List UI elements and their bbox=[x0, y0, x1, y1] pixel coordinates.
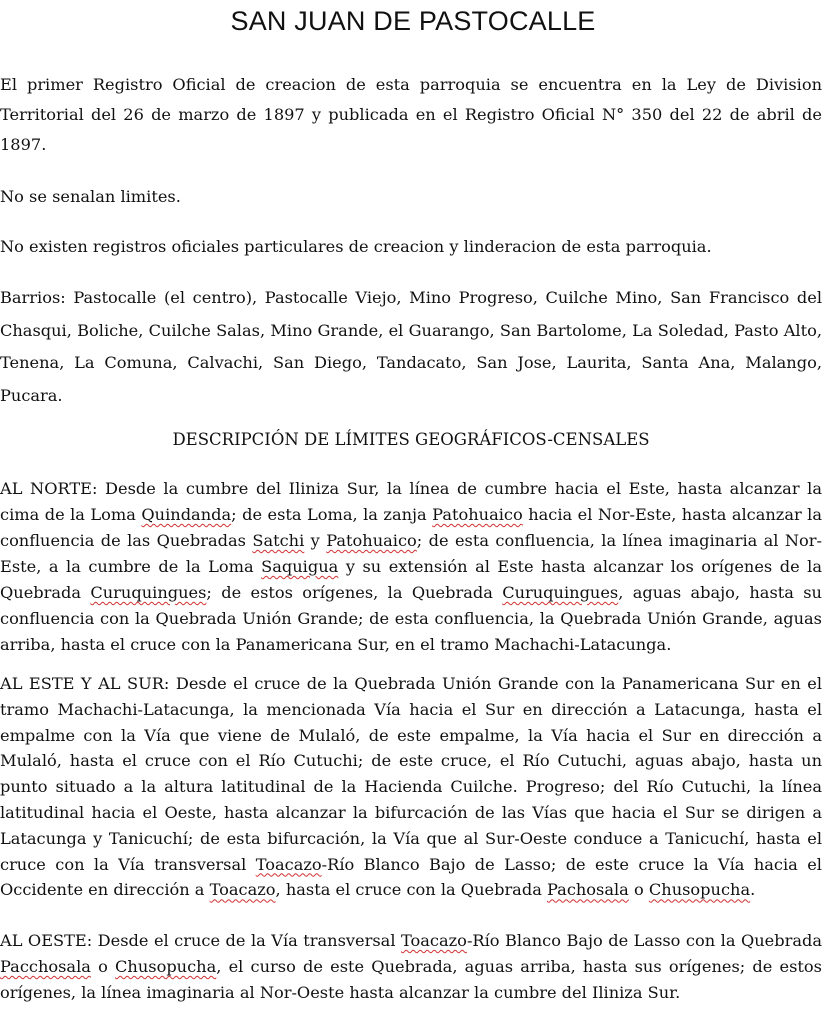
section-heading: DESCRIPCIÓN DE LÍMITES GEOGRÁFICOS-CENSALES bbox=[172, 430, 650, 449]
paragraph-barrios: Barrios: Pastocalle (el centro), Pastocalle Viejo, Mino Progreso, Cuilche Mino, San Francisco del Chasqui, Boliche, Cuilche Salas, Mino Grande, el Guarango, San Bartolome, La Soledad, Pasto Alto, Tenena, La Comuna, Calvachi, San Diego, Tandacato, San Jose, Laurita, Santa Ana, Malango, Pucara. bbox=[0, 288, 822, 405]
spellcheck-word: Quindanda bbox=[141, 505, 232, 524]
spellcheck-word: Patohuaico bbox=[326, 531, 417, 550]
spellcheck-word: Satchi bbox=[252, 531, 305, 550]
spellcheck-word: Chusopucha bbox=[648, 880, 751, 900]
text-segment: ; de estos orígenes, la Quebrada bbox=[206, 583, 503, 602]
spellcheck-word: Chusopucha bbox=[115, 957, 217, 976]
text-segment: ; de esta confluencia, la línea imaginaria al Nor-Este, a la cumbre de la Loma bbox=[0, 531, 822, 576]
text-segment: . bbox=[750, 880, 756, 900]
text-segment: AL ESTE Y AL SUR: Desde el cruce de la Quebrada Unión Grande con la Panamericana Sur en el tramo Machachi-Latacunga, la mencionada Vía hacia el Sur en dirección a Latacunga, hasta el empalme con la Vía que viene de Mulaló, de este empalme, la Vía hacia el Sur en dirección a Mulaló, hasta el cruce con el Río Cutuchi; de este cruce, el Río Cutuchi, aguas abajo, hasta un punto situado a la altura latitudinal de la Hacienda Cuilche. Progreso; del Río Cutuchi, la línea latitudinal hacia el Oeste, hasta alcanzar la bifurcación de las Vías que hacia el Sur se dirigen a Latacunga y Tanicuchí; de esta bifurcación, la Vía que al Sur-Oeste conduce a Tanicuchí, hasta el cruce con la Vía transversal bbox=[0, 674, 822, 874]
spellcheck-word: Toacazo bbox=[209, 880, 276, 900]
text-segment: , el curso de este Quebrada, aguas arriba, hasta sus orígenes; de estos orígenes, la línea imaginaria al Nor-Oeste hasta alcanzar la cumbre del Iliniza Sur. bbox=[0, 957, 822, 1002]
paragraph-west-boundary bbox=[0, 928, 822, 1006]
text-segment: , aguas abajo, hasta su confluencia con la Quebrada Unión Grande; de esta confluencia, la Quebrada Unión Grande, aguas arriba, hasta el cruce con la Panamericana Sur, en el tramo Machachi-Latacunga. bbox=[0, 583, 822, 654]
text-segment: y bbox=[304, 531, 327, 550]
text-segment: AL OESTE: Desde el cruce de la Vía transversal bbox=[0, 931, 401, 950]
spellcheck-word: Curuquingues bbox=[90, 583, 207, 602]
spellcheck-word: Toacazo bbox=[255, 854, 322, 874]
spellcheck-word: Pacchosala bbox=[0, 957, 91, 976]
document-title: SAN JUAN DE PASTOCALLE bbox=[230, 6, 596, 36]
text-segment: o bbox=[90, 957, 116, 976]
spellcheck-word: Patohuaico bbox=[432, 505, 523, 524]
paragraph-no-records: No existen registros oficiales particulares de creacion y linderacion de esta parroquia. bbox=[0, 237, 712, 256]
spellcheck-word: Saquigua bbox=[261, 557, 339, 576]
paragraph-no-limits: No se senalan limites. bbox=[0, 187, 181, 206]
spellcheck-word: Pachosala bbox=[547, 880, 629, 900]
text-segment: -Río Blanco Bajo de Lasso; de este cruce la Vía hacia el Occidente en dirección a bbox=[0, 854, 822, 900]
text-segment: y su extensión al Este hasta alcanzar los orígenes de la Quebrada bbox=[0, 557, 822, 602]
paragraph-north-boundary bbox=[0, 476, 822, 658]
spellcheck-word: Toacazo bbox=[401, 931, 467, 950]
text-segment: , hasta el cruce con la Quebrada bbox=[275, 880, 547, 900]
text-segment: -Río Blanco Bajo de Lasso con la Quebrada bbox=[466, 931, 822, 950]
spellcheck-word: Curuquingues bbox=[502, 583, 619, 602]
paragraph-creation-law: El primer Registro Oficial de creacion de esta parroquia se encuentra en la Ley de Division Territorial del 26 de marzo de 1897 y publicada en el Registro Oficial N° 350 del 22 de abril de 1897. bbox=[0, 75, 822, 154]
text-segment: hacia el Nor-Este, hasta alcanzar la confluencia de las Quebradas bbox=[0, 505, 823, 550]
paragraph-east-south-boundary bbox=[0, 671, 822, 903]
text-segment: AL NORTE: Desde la cumbre del Iliniza Sur, la línea de cumbre hacia el Este, hasta alcanzar la cima de la Loma bbox=[0, 479, 822, 524]
text-segment: ; de esta Loma, la zanja bbox=[231, 505, 433, 524]
text-segment: o bbox=[628, 880, 649, 900]
